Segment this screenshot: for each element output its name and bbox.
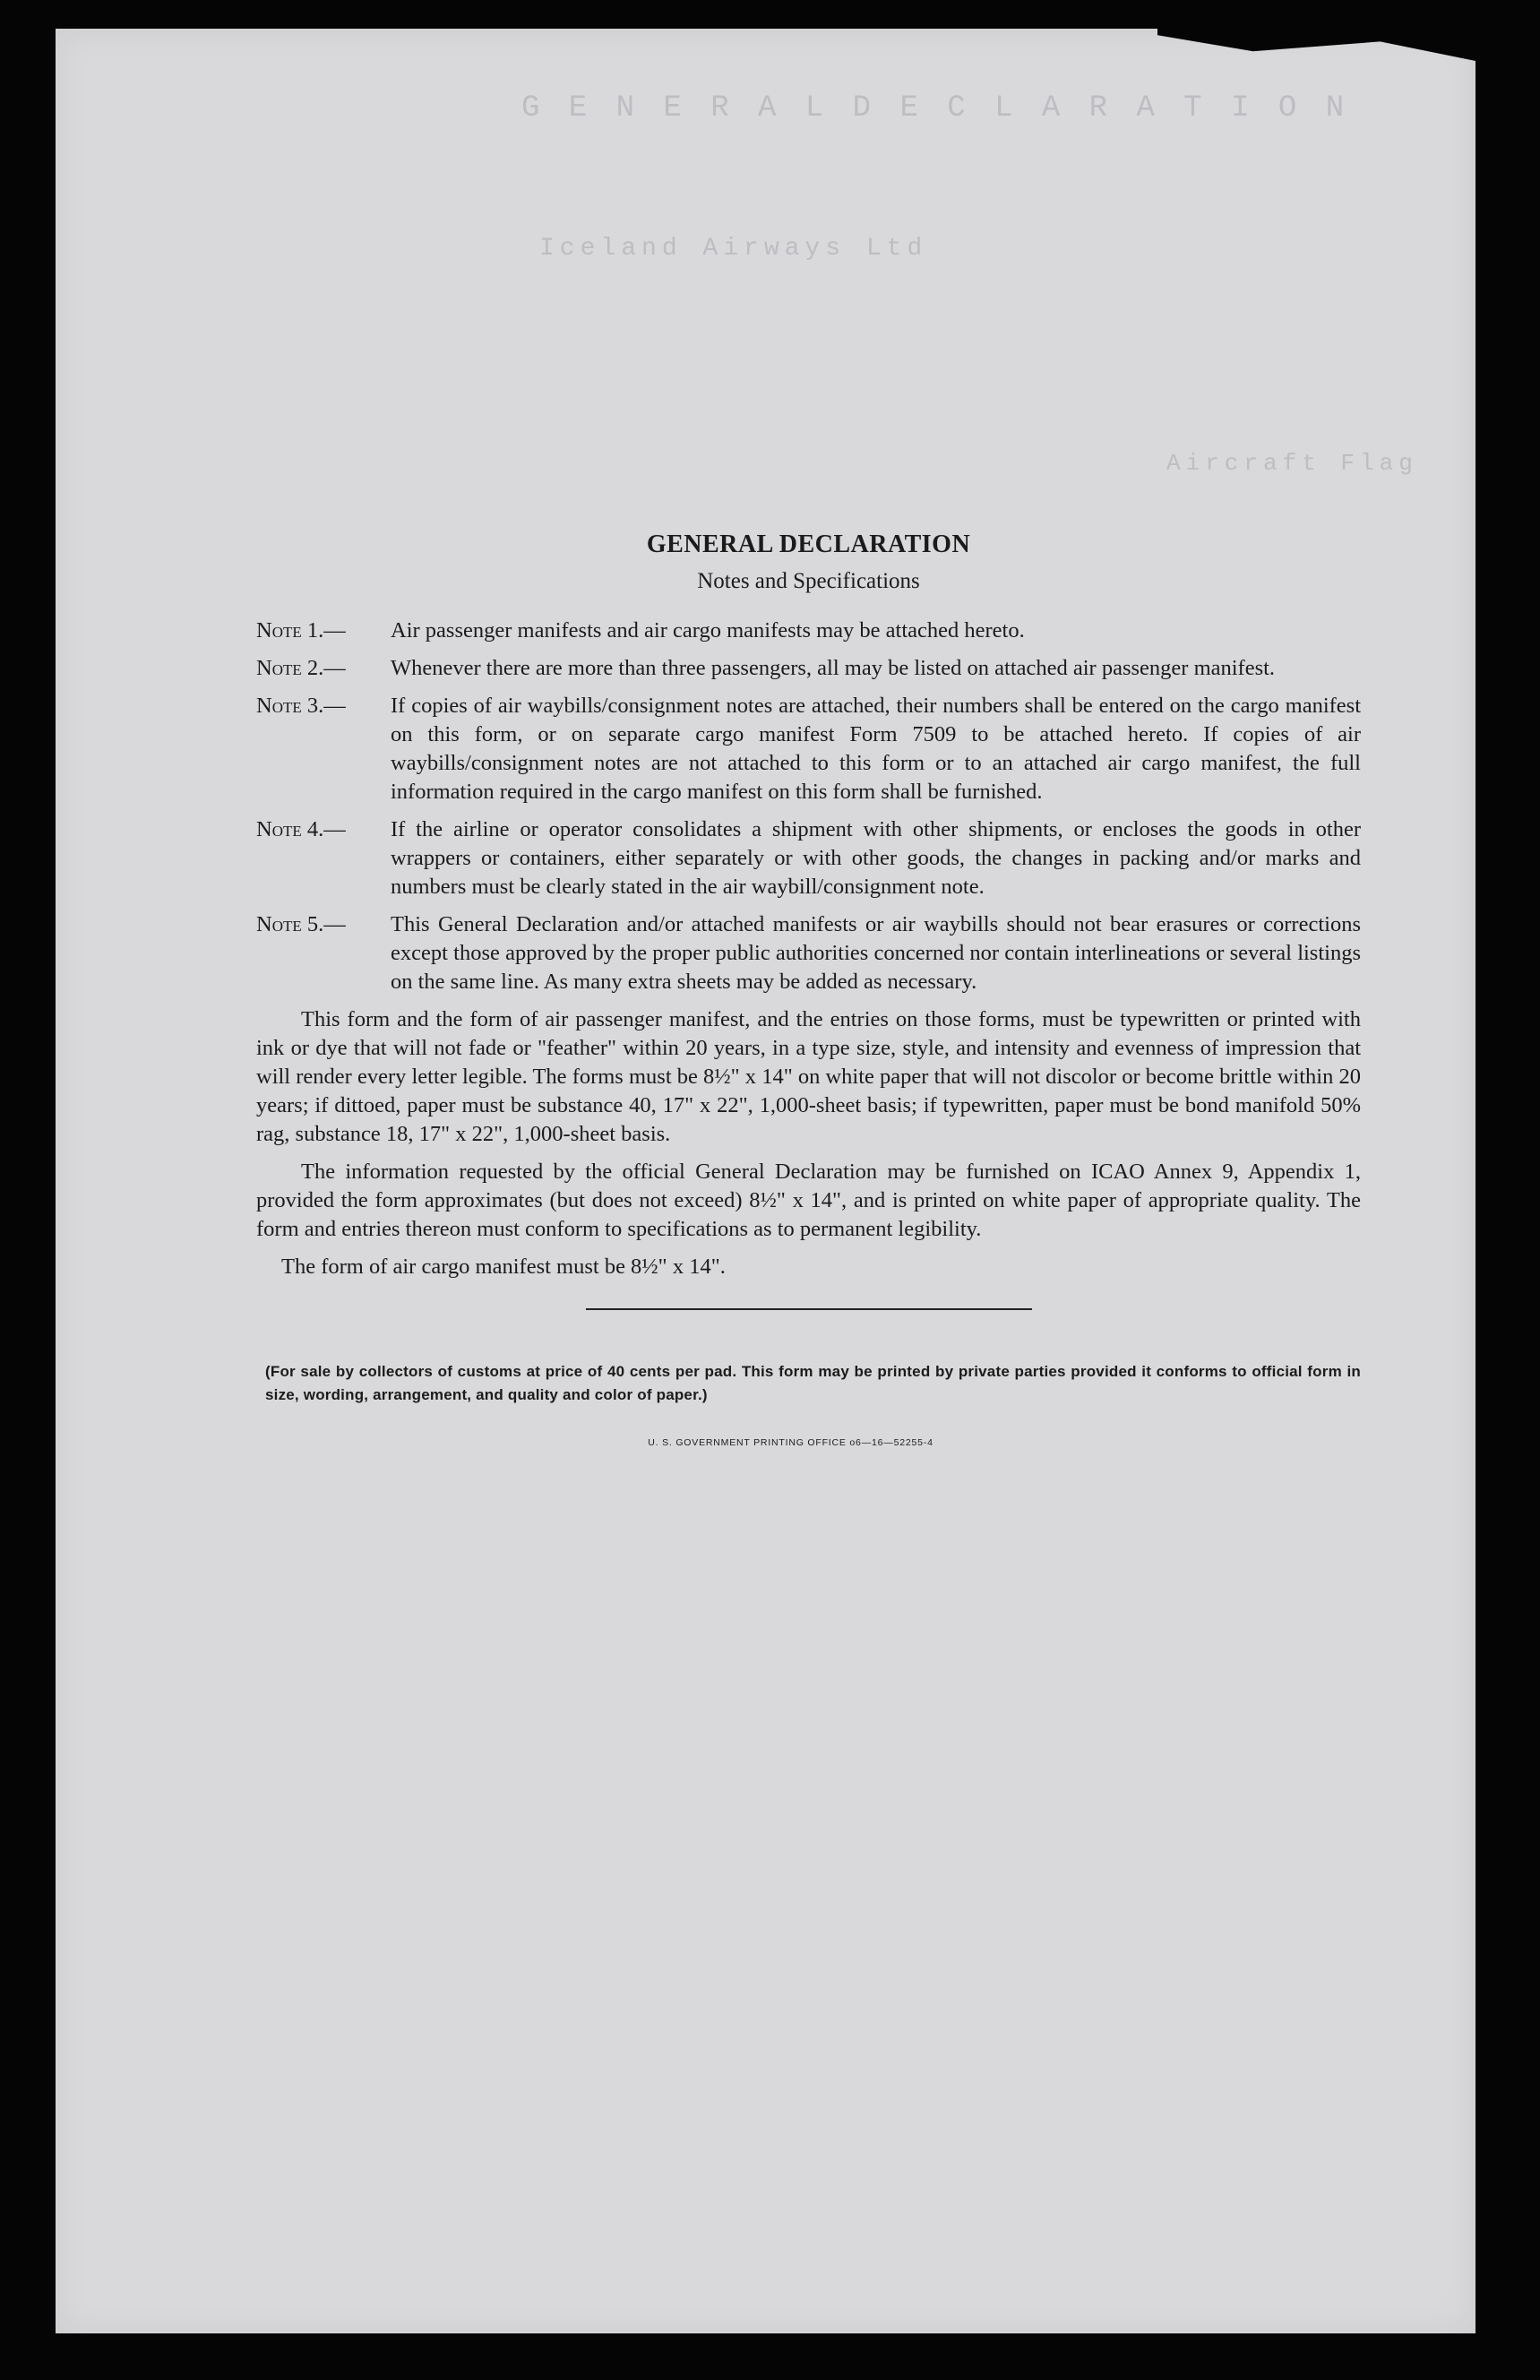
printer-imprint: U. S. GOVERNMENT PRINTING OFFICE o6—16—52255-4	[648, 1437, 933, 1448]
bleed-through-text: Iceland Airways Ltd	[539, 235, 928, 263]
document-title: GENERAL DECLARATION	[646, 530, 971, 558]
note-3	[256, 692, 1361, 806]
note-text: This General Declaration and/or attached manifests or air waybills should not bear erasures or corrections except those approved by the proper public authorities concerned nor contain interlineations or several listings on the same line. As many extra sheets may be added as necessary.	[391, 912, 1361, 994]
note-label: Note 5.—	[256, 912, 346, 936]
note-text: Whenever there are more than three passengers, all may be listed on attached air passenger manifest.	[391, 656, 1276, 680]
paper-specification-paragraph: This form and the form of air passenger manifest, and the entries on those forms, must be typewritten or printed with ink or dye that will not fade or "feather" within 20 years, in a type size, style, and intensity and evenness of impression that will render every letter legible. The forms must be 8½" x 14" on white paper that will not discolor or become brittle within 20 years; if dittoed, paper must be substance 40, 17" x 22", 1,000-sheet basis; if typewritten, paper must be bond manifold 50% rag, substance 18, 17" x 22", 1,000-sheet basis.	[256, 1007, 1361, 1146]
note-5	[256, 910, 1361, 996]
note-text: If copies of air waybills/consignment notes are attached, their numbers shall be entered on the cargo manifest on this form, or on separate cargo manifest Form 7509 to be attached hereto. If copies of air waybills/consignment notes are not attached to this form or to an attached air cargo manifest, the full information required in the cargo manifest on this form shall be furnished.	[391, 694, 1361, 804]
document-page	[56, 29, 1475, 2333]
cargo-manifest-size-line: The form of air cargo manifest must be 8½" x 14".	[281, 1255, 726, 1279]
declaration-notes	[256, 527, 1361, 1448]
bleed-through-text: G E N E R A L D E C L A R A T I O N	[521, 91, 1350, 125]
icao-paragraph: The information requested by the official General Declaration may be furnished on ICAO Annex 9, Appendix 1, provided the form approximates (but does not exceed) 8½" x 14", and is printed on white paper of appropriate quality. The form and entries thereon must conform to specifications as to permanent legibility.	[256, 1160, 1361, 1241]
note-label: Note 4.—	[256, 817, 346, 841]
document-subtitle: Notes and Specifications	[697, 569, 920, 593]
sale-notice: (For sale by collectors of customs at price of 40 cents per pad. This form may be printed by private parties provided it conforms to official form in size, wording, arrangement, and quality and color of paper.)	[265, 1363, 1361, 1403]
note-2	[256, 654, 1361, 683]
note-text: Air passenger manifests and air cargo manifests may be attached hereto.	[391, 618, 1025, 642]
note-1	[256, 617, 1361, 645]
divider-rule	[586, 1308, 1032, 1310]
bleed-through-text: Aircraft Flag	[1166, 450, 1418, 477]
torn-corner	[1157, 29, 1475, 61]
note-4	[256, 815, 1361, 901]
note-label: Note 3.—	[256, 694, 346, 718]
note-label: Note 2.—	[256, 656, 346, 680]
note-label: Note 1.—	[256, 618, 346, 642]
note-text: If the airline or operator consolidates a shipment with other shipments, or encloses the goods in other wrappers or containers, either separately or with other goods, the changes in packing and/or marks and numbers must be clearly stated in the air waybill/consignment note.	[391, 817, 1361, 899]
